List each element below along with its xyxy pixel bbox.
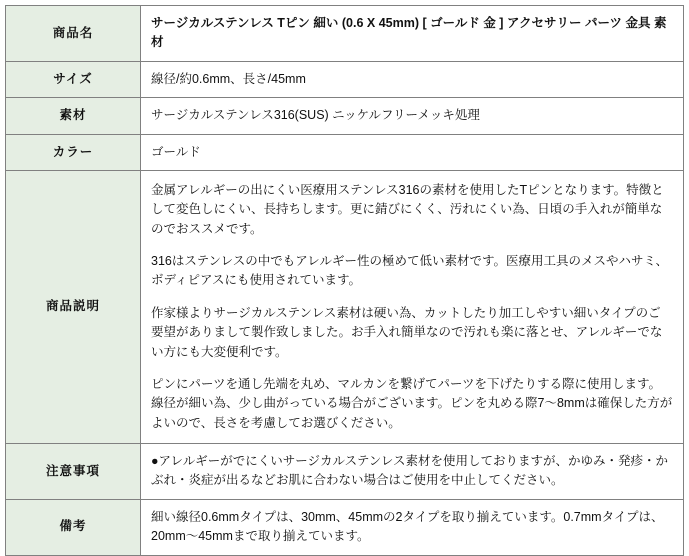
table-row [6, 170, 684, 443]
table-row [6, 134, 684, 170]
table-row [6, 444, 684, 500]
row-value-size: 線径/約0.6mm、長さ/45mm [141, 61, 684, 97]
row-label-remarks: 備考 [6, 499, 141, 555]
cautions-paragraph: ●アレルギーがでにくいサージカルステンレス素材を使用しておりますが、かゆみ・発疹・かぶれ・炎症が出るなどお肌に合わない場合はご使用を中止してください。 [151, 454, 669, 488]
row-value-cautions [141, 444, 684, 500]
row-label-cautions: 注意事項 [6, 444, 141, 500]
table-row [6, 61, 684, 97]
row-value-color: ゴールド [141, 134, 684, 170]
row-label-material: 素材 [6, 98, 141, 134]
table-row [6, 499, 684, 555]
row-value-description [141, 170, 684, 443]
product-spec-table [5, 5, 684, 556]
description-paragraph: 316はステンレスの中でもアレルギー性の極めて低い素材です。医療用工具のメスやハサミ、ボディピアスにも使用されています。 [151, 254, 668, 288]
row-label-size: サイズ [6, 61, 141, 97]
row-value-remarks [141, 499, 684, 555]
description-paragraph: ピンにパーツを通し先端を丸め、マルカンを繋げてパーツを下げたりする際に使用します。線径が細い為、少し曲がっている場合がございます。ピンを丸める際7〜8mmは確保した方がよいので、長さを考慮してお選びください。 [151, 376, 673, 430]
table-row [6, 98, 684, 134]
spec-table-body [6, 6, 684, 556]
row-label-color: カラー [6, 134, 141, 170]
row-label-description: 商品説明 [6, 170, 141, 443]
description-paragraph: 作家様よりサージカルステンレス素材は硬い為、カットしたり加工しやすい細いタイプのご要望がありまして製作致しました。お手入れ簡単なので汚れも楽に落とせ、アレルギーでない方にも大変便利です。 [151, 305, 663, 359]
row-value-product-name: サージカルステンレス Tピン 細い (0.6 X 45mm) [ ゴールド 金 ] アクセサリー パーツ 金具 素材 [141, 6, 684, 62]
table-row [6, 6, 684, 62]
remarks-paragraph: 細い線径0.6mmタイプは、30mm、45mmの2タイプを取り揃えています。0.7mmタイプは、20mm〜45mmまで取り揃えています。 [151, 509, 664, 544]
description-paragraph: 金属アレルギーの出にくい医療用ステンレス316の素材を使用したTピンとなります。特徴として変色しにくい、長持ちします。更に錆びにくく、汚れにくい為、日頃の手入れが簡単なのでおススメです。 [151, 182, 664, 236]
row-label-product-name: 商品名 [6, 6, 141, 62]
row-value-material: サージカルステンレス316(SUS) ニッケルフリーメッキ処理 [141, 98, 684, 134]
